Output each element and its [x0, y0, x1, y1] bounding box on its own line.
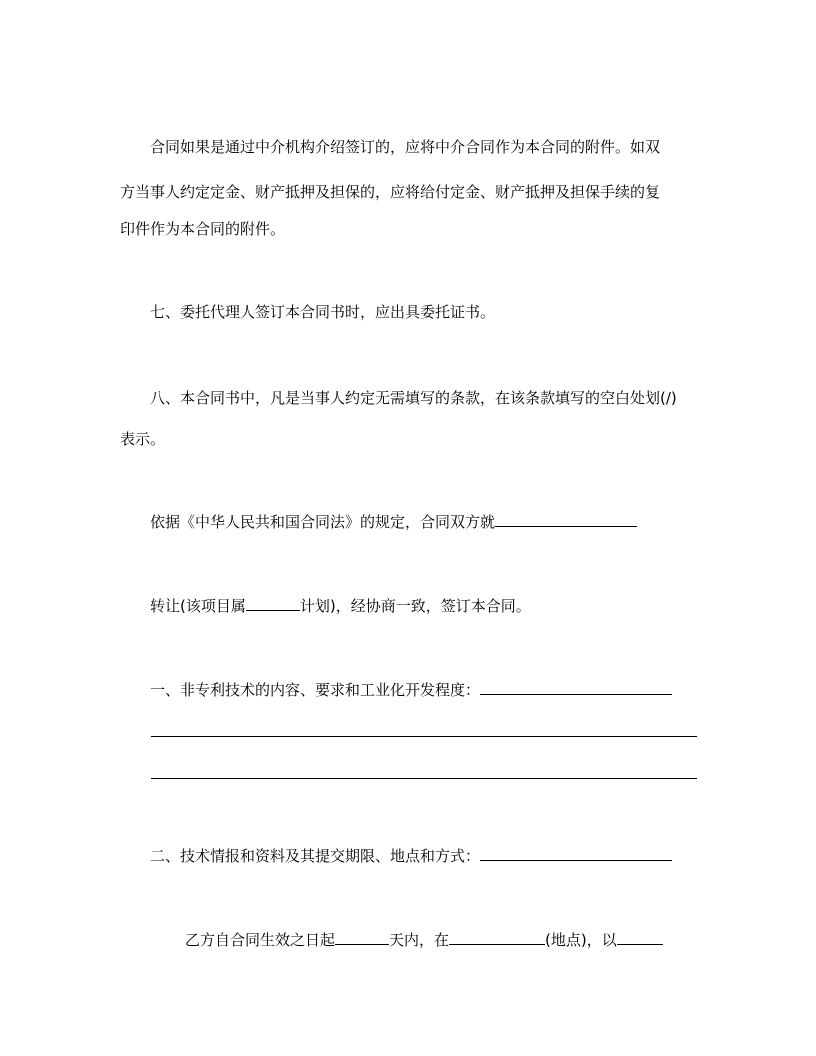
clause-one-line [150, 680, 672, 699]
paragraph-attachment-line-1: 合同如果是通过中介机构介绍签订的，应将中介合同作为本合同的附件。如双 [150, 138, 661, 156]
clause-two-text: 二、技术情报和资料及其提交期限、地点和方式： [150, 847, 481, 865]
legal-basis-text: 依据《中华人民共和国合同法》的规定，合同双方就 [150, 513, 496, 531]
clause-two-sub-line [185, 930, 663, 949]
clause-one-text: 一、非专利技术的内容、要求和工业化开发程度： [150, 681, 481, 699]
clause-seven: 七、委托代理人签订本合同书时，应出具委托证书。 [150, 303, 496, 321]
paragraph-attachment-line-3: 印件作为本合同的附件。 [120, 220, 286, 238]
method-blank[interactable] [617, 930, 663, 945]
location-blank[interactable] [449, 930, 545, 945]
clause-two-sub-b: 天内，在 [389, 931, 450, 949]
clause-two-blank[interactable] [480, 846, 672, 861]
clause-two-line [150, 846, 672, 865]
paragraph-attachment-line-2: 方当事人约定定金、财产抵押及担保的，应将给付定金、财产抵押及担保手续的复 [120, 183, 661, 201]
clause-two-sub-c: (地点)，以 [545, 931, 617, 949]
clause-two-sub-a: 乙方自合同生效之日起 [185, 931, 336, 949]
clause-one-fill-line-3[interactable] [151, 778, 697, 779]
clause-eight-line-2: 表示。 [120, 430, 166, 448]
plan-name-blank[interactable] [246, 596, 300, 611]
transfer-line [150, 596, 531, 615]
clause-one-blank[interactable] [480, 680, 672, 695]
transfer-prefix: 转让(该项目属 [150, 597, 246, 615]
project-name-blank[interactable] [495, 512, 637, 527]
transfer-suffix: 计划)，经协商一致，签订本合同。 [299, 597, 531, 615]
clause-eight-line-1: 八、本合同书中，凡是当事人约定无需填写的条款，在该条款填写的空白处划(/) [150, 389, 677, 407]
legal-basis-line [150, 512, 637, 531]
clause-one-fill-line-2[interactable] [151, 736, 697, 737]
days-blank[interactable] [335, 930, 389, 945]
